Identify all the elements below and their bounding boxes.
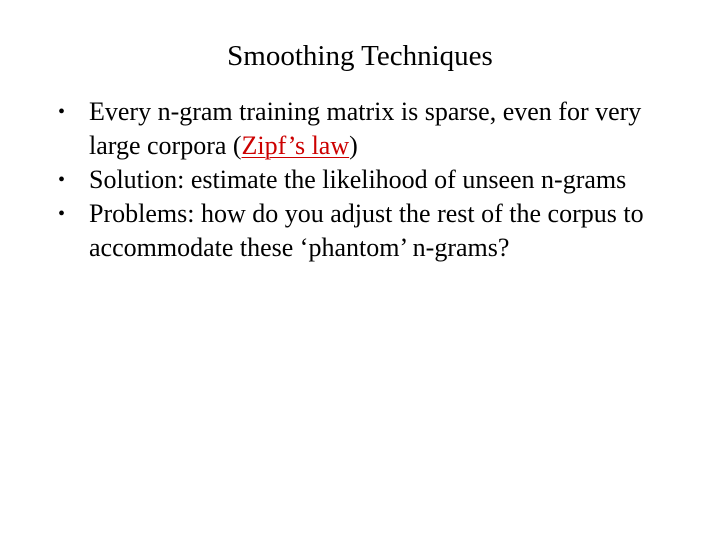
- zipfs-law-link[interactable]: Zipf’s law: [241, 131, 350, 160]
- bullet-text: Problems: how do you adjust the rest of the corpus to accommodate these ‘phantom’ n-grams?: [89, 199, 644, 262]
- slide-title: Smoothing Techniques: [227, 40, 493, 72]
- bullet-list: [55, 95, 675, 265]
- bullet-icon: •: [58, 203, 66, 225]
- bullet-item-solution: [55, 163, 675, 197]
- bullet-text: Every n-gram training matrix is sparse, even for very large corpora (: [89, 97, 642, 160]
- bullet-icon: •: [58, 101, 66, 123]
- bullet-text-tail: ): [349, 131, 358, 160]
- bullet-item-problems: [55, 197, 675, 265]
- bullet-item-sparsity: [55, 95, 675, 163]
- bullet-icon: •: [58, 169, 66, 191]
- bullet-text: Solution: estimate the likelihood of unseen n-grams: [89, 165, 627, 194]
